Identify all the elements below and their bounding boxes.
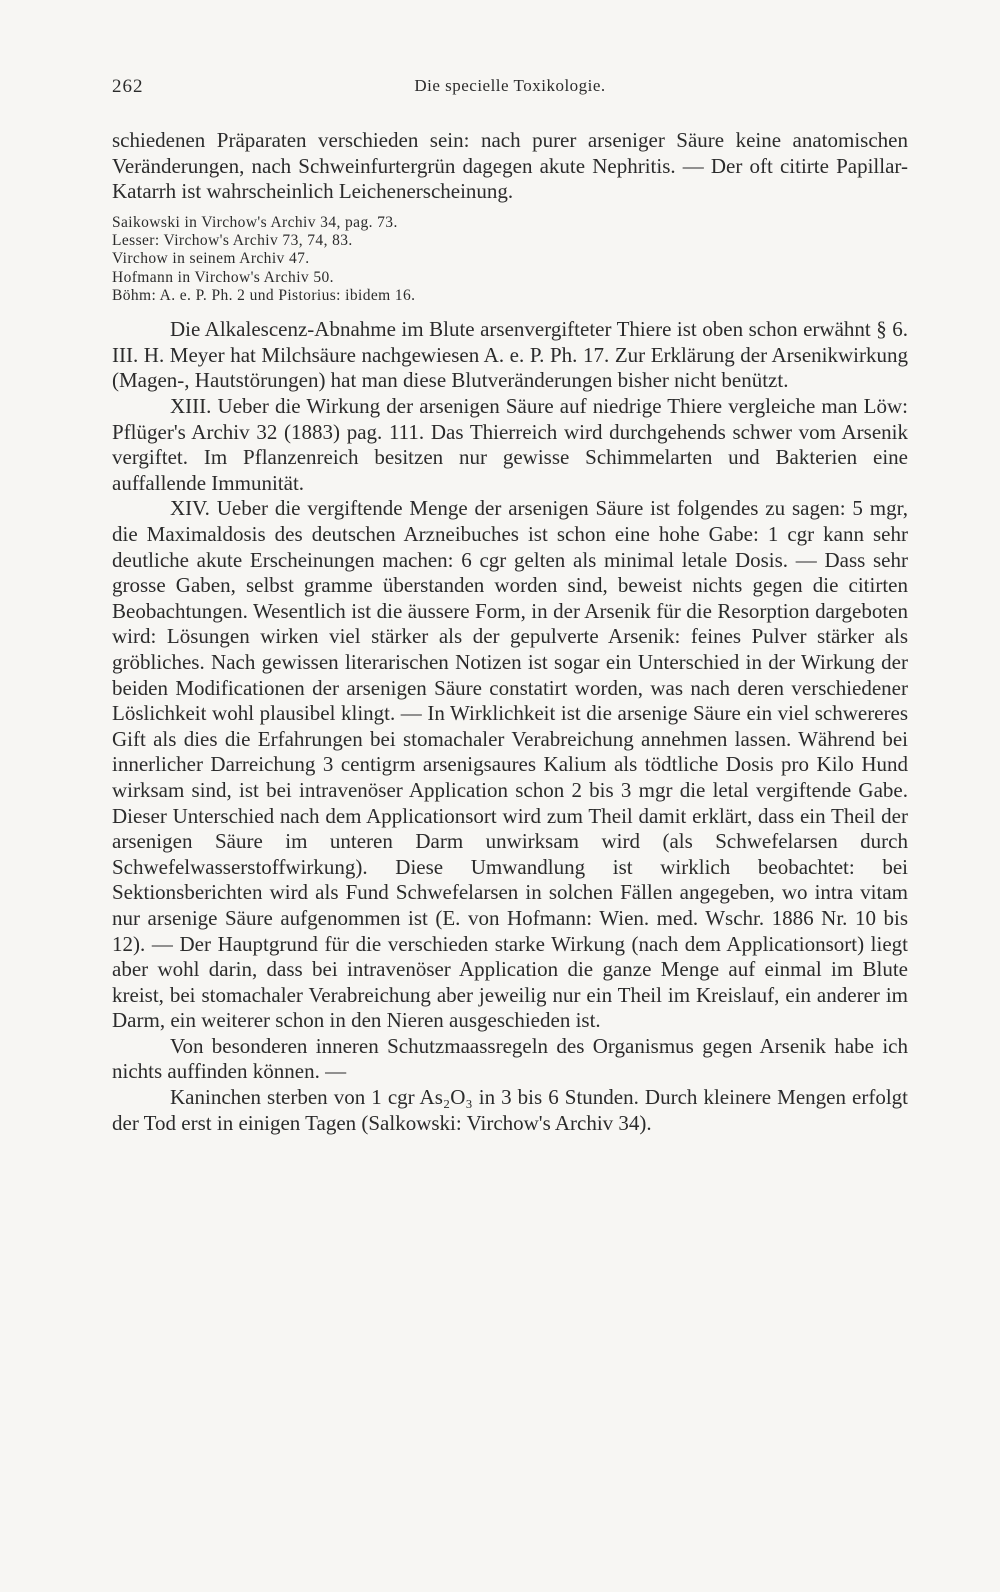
reference-item: Böhm: A. e. P. Ph. 2 und Pistorius: ibidem 16. <box>112 286 416 304</box>
paragraph-section-xiv: XIV. Ueber die vergiftende Menge der arsenigen Säure ist folgendes zu sagen: 5 mgr, die Maximaldosis des deutschen Arzneibuches ist schon eine hohe Gabe: 1 cgr kann sehr deutliche akute Erscheinungen machen: 6 cgr gelten als minimal letale Dosis. — Dass sehr grosse Gaben, selbst gramme überstanden worden sind, beweist nichts gegen die citirten Beobachtungen. Wesentlich ist die äussere Form, in der Arsenik für die Resorption dargeboten wird: Lösungen wirken viel stärker als der gepulverte Arsenik: feines Pulver stärker als gröbliches. Nach gewissen literarischen Notizen ist sogar ein Unterschied in der Wirkung der beiden Modificationen der arsenigen Säure constatirt worden, was nach deren verschiedener Löslichkeit wohl plausibel klingt. — In Wirklichkeit ist die arsenige Säure ein viel schwereres Gift als dies die Erfahrungen bei stomachaler Verabreichung annehmen lassen. Während bei innerlicher Darreichung 3 centigrm arsenigsaures Kalium als tödtliche Dosis pro Kilo Hund wirksam sind, ist bei intravenöser Application schon 2 bis 3 mgr die letal vergiftende Gabe. Dieser Unterschied nach dem Applicationsort wird zum Theil damit erklärt, dass ein Theil der arsenigen Säure im unteren Darm unwirksam wird (als Schwefelarsen durch Schwefelwasserstoffwirkung). Diese Umwandlung ist wirklich beobachtet: bei Sektionsberichten wird als Fund Schwefelarsen in solchen Fällen angegeben, wo intra vitam nur arsenige Säure aufgenommen ist (E. von Hofmann: Wien. med. Wschr. 1886 Nr. 10 bis 12). — Der Hauptgrund für die verschieden starke Wirkung (nach dem Applicationsort) liegt aber wohl darin, dass bei intravenöser Application die ganze Menge auf einmal im Blute kreist, bei stomachaler Verabreichung aber jeweilig nur ein Theil im Kreislauf, ein anderer im Darm, ein weiterer schon in den Nieren ausgeschieden ist. <box>112 496 908 1033</box>
paragraph-section-xiii: XIII. Ueber die Wirkung der arsenigen Säure auf niedrige Thiere vergleiche man Löw: Pflüger's Archiv 32 (1883) pag. 111. Das Thierreich wird durchgehends schwer vom Arsenik vergiftet. Im Pflanzenreich besitzen nur gewisse Schimmelarten und Bakterien eine auffallende Immunität. <box>112 394 908 495</box>
reference-item: Saikowski in Virchow's Archiv 34, pag. 73. <box>112 213 398 231</box>
reference-item: Virchow in seinem Archiv 47. <box>112 250 310 268</box>
paragraph-schutzmaassregeln: Von besonderen inneren Schutzmaassregeln des Organismus gegen Arsenik habe ich nichts auffinden können. — <box>112 1033 908 1084</box>
reference-item: Lesser: Virchow's Archiv 73, 74, 83. <box>112 232 353 250</box>
reference-list <box>112 214 908 305</box>
page-number: 262 <box>112 76 144 97</box>
paragraph-continuation: schiedenen Präparaten verschieden sein: nach purer arseniger Säure keine anatomischen Veränderungen, nach Schweinfurtergrün dagegen akute Nephritis. — Der oft citirte Papillar-Katarrh ist wahrscheinlich Leichenerscheinung. <box>112 128 908 204</box>
page-body <box>112 128 908 1136</box>
page-header <box>112 76 908 102</box>
reference-item: Hofmann in Virchow's Archiv 50. <box>112 268 334 286</box>
paragraph-alkalescenz: Die Alkalescenz-Abnahme im Blute arsenvergifteter Thiere ist oben schon erwähnt § 6. III. H. Meyer hat Milchsäure nachgewiesen A. e. P. Ph. 17. Zur Erklärung der Arsenikwirkung (Magen-, Hautstörungen) hat man diese Blutveränderungen bisher nicht benützt. <box>112 317 908 393</box>
running-title: Die specielle Toxikologie. <box>414 76 606 95</box>
paragraph-kaninchen: Kaninchen sterben von 1 cgr As₂O₃ in 3 bis 6 Stunden. Durch kleinere Mengen erfolgt der Tod erst in einigen Tagen (Salkowski: Virchow's Archiv 34). <box>112 1085 908 1135</box>
